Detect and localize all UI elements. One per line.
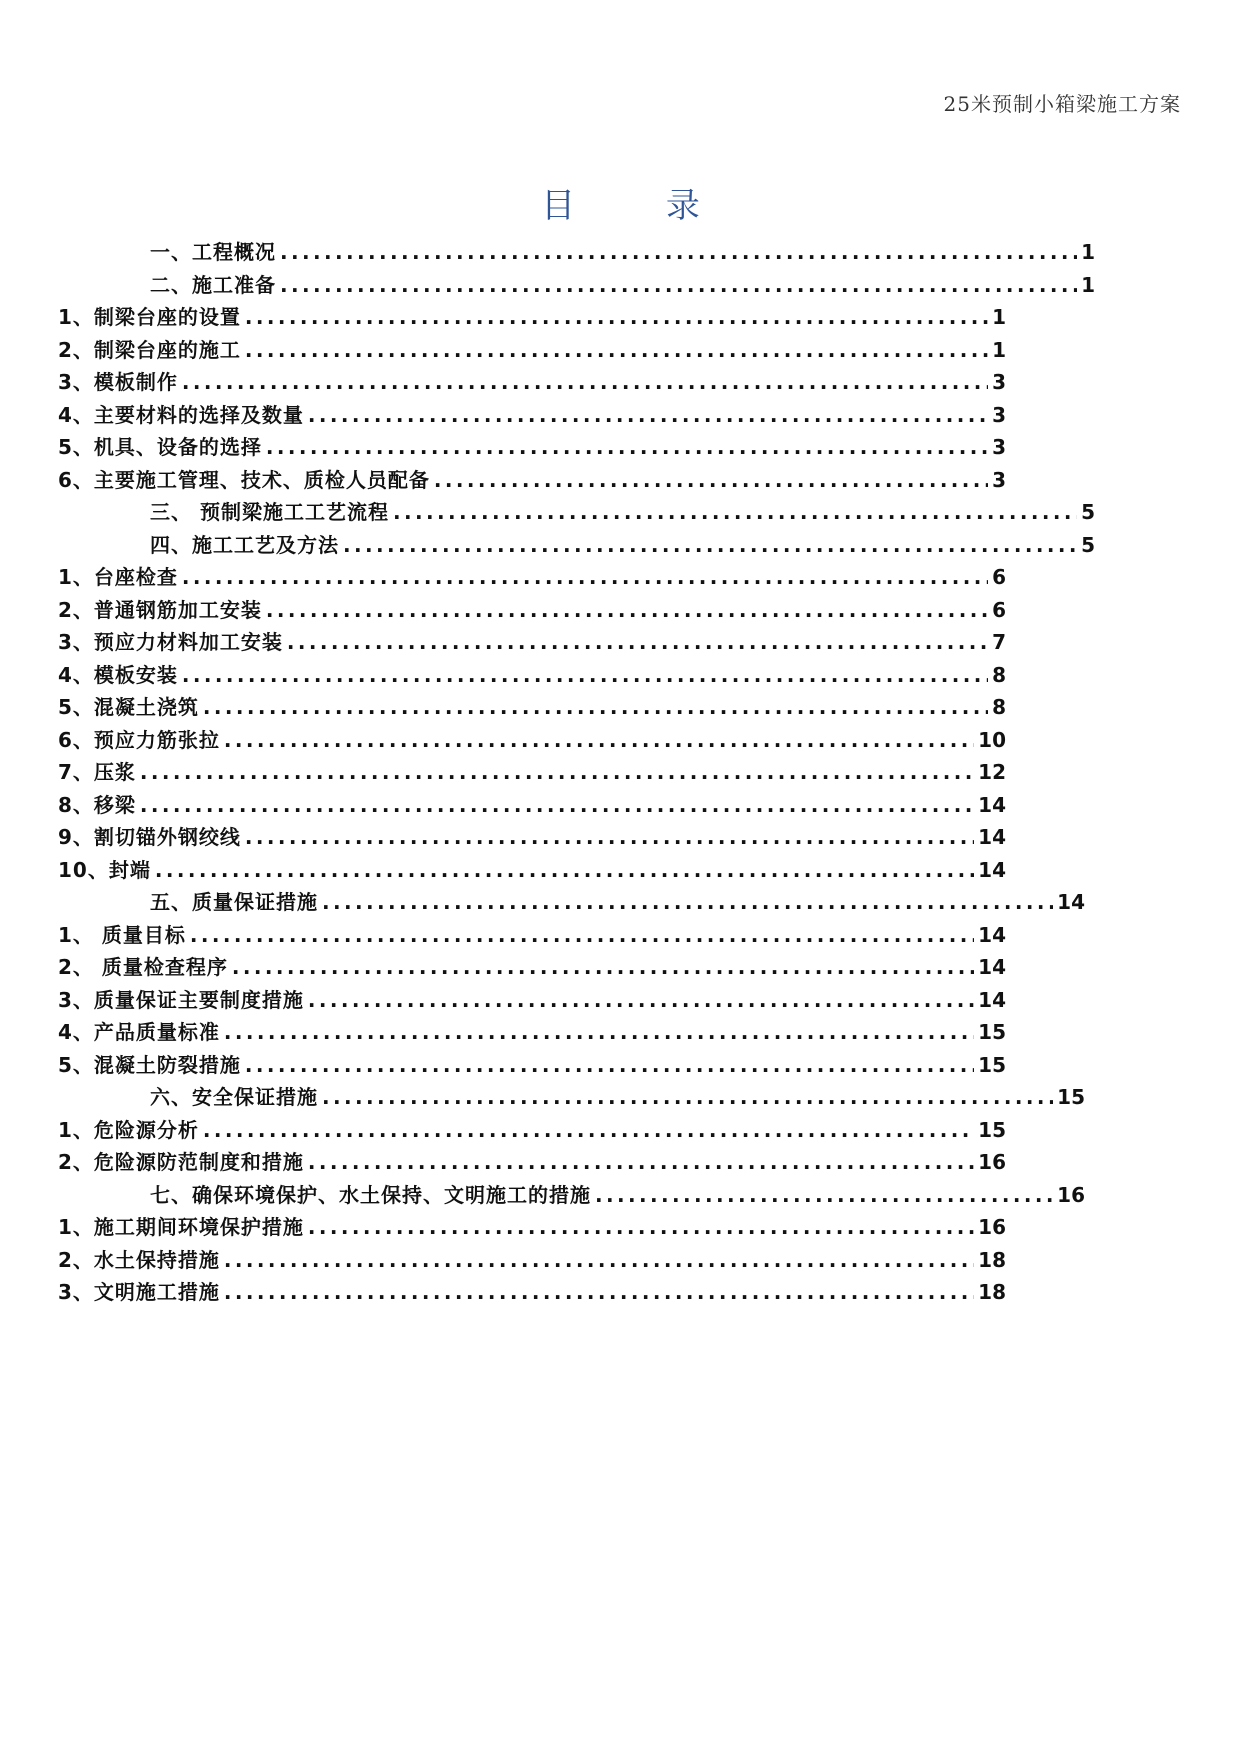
toc-entry-label: 4、产品质量标准 — [58, 1020, 220, 1044]
toc-entry-page-number: 8 — [992, 662, 1006, 687]
toc-entry-label: 3、质量保证主要制度措施 — [58, 987, 304, 1012]
toc-dot-leader — [245, 1052, 974, 1078]
toc-entry-page-number: 14 — [978, 857, 1006, 882]
toc-entry[interactable] — [58, 1111, 1006, 1143]
toc-dot-leader — [140, 792, 974, 818]
toc-entry[interactable] — [150, 526, 1095, 558]
toc-entry[interactable] — [58, 1013, 1006, 1045]
toc-entry-label: 6、主要施工管理、技术、质检人员配备 — [58, 467, 430, 492]
toc-dot-leader — [224, 1279, 974, 1305]
toc-dot-leader — [182, 369, 988, 395]
toc-entry-page-number: 3 — [992, 402, 1006, 427]
toc-entry-label: 三、 预制梁施工工艺流程 — [150, 500, 389, 524]
toc-entry-label: 七、确保环境保护、水土保持、文明施工的措施 — [150, 1182, 591, 1207]
toc-entry[interactable] — [58, 558, 1006, 590]
toc-entry[interactable] — [150, 883, 1085, 915]
toc-dot-leader — [245, 824, 974, 850]
toc-entry-label: 2、制梁台座的施工 — [58, 337, 241, 362]
toc-entry[interactable] — [58, 786, 1006, 818]
toc-entry[interactable] — [58, 981, 1006, 1013]
toc-entry[interactable] — [150, 266, 1095, 298]
toc-entry-label: 1、 质量目标 — [58, 922, 186, 947]
toc-entry-page-number: 1 — [992, 305, 1006, 329]
toc-entry-label: 1、施工期间环境保护措施 — [58, 1215, 304, 1239]
toc-dot-leader — [266, 434, 988, 460]
toc-dot-leader — [203, 694, 988, 720]
toc-entry-page-number: 14 — [978, 987, 1006, 1012]
toc-entry[interactable] — [58, 396, 1006, 428]
toc-entry-page-number: 8 — [992, 695, 1006, 719]
toc-entry-page-number: 3 — [992, 435, 1006, 459]
toc-dot-leader — [343, 532, 1077, 558]
toc-entry-label: 10、封端 — [58, 857, 151, 882]
toc-entry-label: 4、模板安装 — [58, 662, 178, 687]
toc-dot-leader — [155, 857, 974, 883]
toc-dot-leader — [203, 1117, 974, 1143]
toc-entry-page-number: 15 — [978, 1117, 1006, 1142]
toc-entry[interactable] — [58, 1143, 1006, 1175]
toc-entry[interactable] — [58, 753, 1006, 785]
toc-entry-label: 1、制梁台座的设置 — [58, 305, 241, 329]
toc-entry-label: 四、施工工艺及方法 — [150, 532, 339, 557]
toc-entry-label: 3、预应力材料加工安装 — [58, 630, 283, 654]
toc-entry-label: 2、危险源防范制度和措施 — [58, 1150, 304, 1174]
toc-entry-label: 六、安全保证措施 — [150, 1085, 318, 1109]
toc-entry-page-number: 15 — [978, 1020, 1006, 1044]
toc-dot-leader — [308, 402, 988, 428]
toc-entry-label: 8、移梁 — [58, 792, 136, 817]
toc-entry[interactable] — [58, 916, 1006, 948]
toc-entry-page-number: 14 — [978, 825, 1006, 849]
toc-entry-page-number: 6 — [992, 597, 1006, 622]
toc-entry-page-number: 14 — [978, 792, 1006, 817]
toc-dot-leader — [322, 1084, 1053, 1110]
toc-entry-page-number: 1 — [1081, 272, 1095, 297]
toc-entry-page-number: 14 — [978, 922, 1006, 947]
toc-entry[interactable] — [58, 623, 1006, 655]
toc-entry[interactable] — [58, 1273, 1006, 1305]
toc-dot-leader — [140, 759, 974, 785]
toc-dot-leader — [595, 1182, 1053, 1208]
toc-dot-leader — [266, 597, 988, 623]
toc-entry[interactable] — [58, 688, 1006, 720]
toc-entry-page-number: 1 — [1081, 240, 1095, 264]
toc-entry[interactable] — [58, 1046, 1006, 1078]
toc-entry[interactable] — [58, 331, 1006, 363]
toc-dot-leader — [224, 727, 974, 753]
toc-entry-page-number: 7 — [992, 630, 1006, 654]
toc-entry[interactable] — [58, 818, 1006, 850]
toc-entry[interactable] — [150, 1176, 1085, 1208]
toc-entry-label: 1、危险源分析 — [58, 1117, 199, 1142]
toc-entry-page-number: 16 — [978, 1215, 1006, 1239]
running-header: 25米预制小箱梁施工方案 — [943, 92, 1181, 116]
toc-entry-page-number: 18 — [978, 1247, 1006, 1272]
toc-entry-label: 二、施工准备 — [150, 272, 276, 297]
toc-entry-page-number: 10 — [978, 727, 1006, 752]
toc-entry-page-number: 5 — [1081, 500, 1095, 524]
toc-entry[interactable] — [150, 1078, 1085, 1110]
toc-entry-page-number: 16 — [1057, 1182, 1085, 1207]
toc-entry-label: 9、割切锚外钢绞线 — [58, 825, 241, 849]
toc-dot-leader — [182, 662, 988, 688]
toc-dot-leader — [224, 1247, 974, 1273]
toc-entry-label: 2、 质量检查程序 — [58, 955, 228, 979]
toc-entry[interactable] — [58, 851, 1006, 883]
toc-entry-page-number: 14 — [1057, 890, 1085, 914]
toc-dot-leader — [245, 337, 988, 363]
toc-entry[interactable] — [58, 1241, 1006, 1273]
toc-entry-label: 6、预应力筋张拉 — [58, 727, 220, 752]
toc-entry[interactable] — [58, 461, 1006, 493]
toc-dot-leader — [280, 239, 1077, 265]
toc-entry-label: 2、普通钢筋加工安装 — [58, 597, 262, 622]
toc-entry-page-number: 15 — [978, 1052, 1006, 1077]
toc-entry-page-number: 12 — [978, 760, 1006, 784]
toc-dot-leader — [322, 889, 1053, 915]
toc-entry-label: 1、台座检查 — [58, 565, 178, 589]
toc-dot-leader — [182, 564, 988, 590]
toc-dot-leader — [434, 467, 988, 493]
toc-entry-page-number: 1 — [992, 337, 1006, 362]
toc-dot-leader — [245, 304, 988, 330]
toc-entry-label: 3、文明施工措施 — [58, 1280, 220, 1304]
toc-entry-page-number: 18 — [978, 1280, 1006, 1304]
toc-dot-leader — [308, 1149, 974, 1175]
toc-title: 目 录 — [541, 186, 740, 226]
toc-dot-leader — [190, 922, 974, 948]
toc-entry-page-number: 14 — [978, 955, 1006, 979]
toc-dot-leader — [308, 1214, 974, 1240]
toc-entry[interactable] — [58, 591, 1006, 623]
toc-dot-leader — [287, 629, 988, 655]
toc-entry-label: 5、机具、设备的选择 — [58, 435, 262, 459]
toc-entry[interactable] — [58, 656, 1006, 688]
toc-dot-leader — [308, 987, 974, 1013]
toc-entry-page-number: 15 — [1057, 1085, 1085, 1109]
toc-dot-leader — [224, 1019, 974, 1045]
toc-entry-page-number: 16 — [978, 1150, 1006, 1174]
toc-entry-page-number: 3 — [992, 467, 1006, 492]
toc-entry-page-number: 3 — [992, 370, 1006, 394]
toc-dot-leader — [393, 499, 1077, 525]
toc-entry[interactable] — [58, 298, 1006, 330]
toc-entry-page-number: 5 — [1081, 532, 1095, 557]
toc-entry-label: 3、模板制作 — [58, 370, 178, 394]
toc-entry[interactable] — [58, 721, 1006, 753]
toc-entry[interactable] — [150, 233, 1095, 265]
toc-dot-leader — [232, 954, 974, 980]
toc-entry-label: 5、混凝土防裂措施 — [58, 1052, 241, 1077]
toc-entry-page-number: 6 — [992, 565, 1006, 589]
toc-dot-leader — [280, 272, 1077, 298]
toc-entry-label: 7、压浆 — [58, 760, 136, 784]
toc-entry-label: 5、混凝土浇筑 — [58, 695, 199, 719]
toc-entry-label: 一、工程概况 — [150, 240, 276, 264]
toc-entry[interactable] — [58, 948, 1006, 980]
toc-entry[interactable] — [58, 363, 1006, 395]
toc-entry-label: 五、质量保证措施 — [150, 890, 318, 914]
toc-entry-label: 4、主要材料的选择及数量 — [58, 402, 304, 427]
toc-entry[interactable] — [150, 493, 1095, 525]
toc-entry[interactable] — [58, 1208, 1006, 1240]
toc-entry-label: 2、水土保持措施 — [58, 1247, 220, 1272]
toc-entry[interactable] — [58, 428, 1006, 460]
